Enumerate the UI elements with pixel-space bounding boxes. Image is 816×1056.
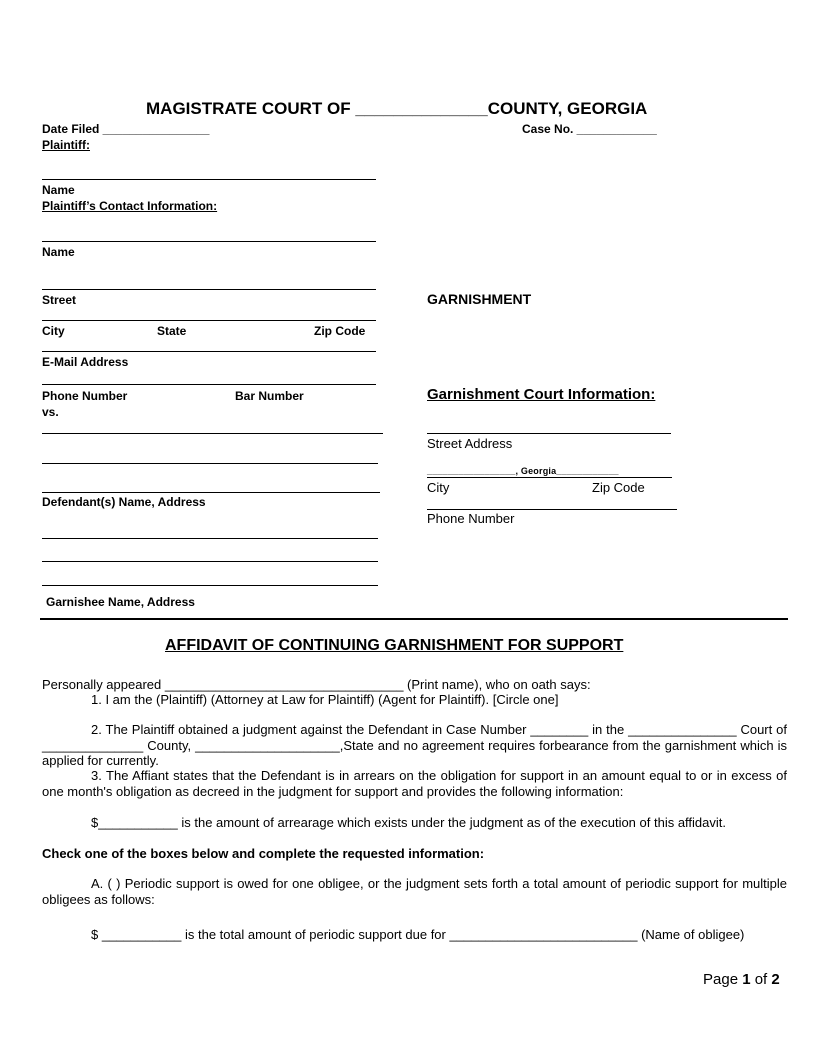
vs-label: vs. (42, 405, 59, 419)
garnishee-line-3[interactable] (42, 585, 378, 586)
case-number-field[interactable]: Case No. ____________ (522, 122, 657, 136)
court-title: MAGISTRATE COURT OF ______________COUNTY, GEORGIA (146, 99, 648, 118)
defendant-label: Defendant(s) Name, Address (42, 495, 206, 509)
city-line[interactable] (42, 320, 376, 321)
date-filed-field[interactable]: Date Filed ________________ (42, 122, 210, 136)
option-a[interactable] (42, 876, 787, 907)
street-label: Street (42, 293, 77, 307)
bar-number-label: Bar Number (235, 389, 304, 403)
page-indicator (703, 971, 780, 988)
plaintiff-name-label: Name (42, 183, 75, 197)
street-line[interactable] (42, 289, 376, 290)
plaintiff-label: Plaintiff: (42, 138, 90, 152)
total-periodic-support-text[interactable]: $ ___________ is the total amount of periodic support due for __________________________ (Name of obligee) (91, 927, 745, 942)
city-label: City (42, 324, 65, 338)
affidavit-title: AFFIDAVIT OF CONTINUING GARNISHMENT FOR SUPPORT (165, 637, 624, 654)
paragraph-2-text: 2. The Plaintiff obtained a judgment against the Defendant in Case Number ________ in the _______________ Court of ______________ County, ____________________,State and no agreement requires forbearance from the garnishment which is applied for currently. (42, 722, 787, 768)
court-zip-label: Zip Code (592, 480, 645, 495)
page-number: 1 (742, 971, 751, 988)
court-phone-label: Phone Number (427, 511, 515, 526)
paragraph-1[interactable]: 1. I am the (Plaintiff) (Attorney at Law for Plaintiff) (Agent for Plaintiff). [Circle one] (91, 692, 559, 707)
court-street-line[interactable] (427, 433, 671, 434)
street-address-label: Street Address (427, 436, 513, 451)
defendant-line-3[interactable] (42, 492, 380, 493)
garnishment-heading: GARNISHMENT (427, 291, 532, 307)
garnishee-line-1[interactable] (42, 538, 378, 539)
paragraph-3-text: 3. The Affiant states that the Defendant is in arrears on the obligation for support in an amount equal to or in excess of one month's obligation as decreed in the judgment for support and provides the following information: (42, 768, 787, 799)
check-instruction: Check one of the boxes below and complete the requested information: (42, 846, 485, 861)
email-label: E-Mail Address (42, 355, 129, 369)
phone-number-label: Phone Number (42, 389, 128, 403)
contact-name-label: Name (42, 245, 75, 259)
garnishee-line-2[interactable] (42, 561, 378, 562)
option-a-text: A. ( ) Periodic support is owed for one obligee, or the judgment sets forth a total amount of periodic support for multiple obligees as follows: (42, 876, 787, 907)
paragraph-3 (42, 768, 787, 799)
page-total: 2 (771, 971, 780, 988)
city-georgia-line[interactable]: _________________, Georgia____________ (427, 466, 619, 476)
section-divider (40, 618, 788, 620)
court-info-heading: Garnishment Court Information: (427, 386, 656, 403)
phone-line[interactable] (42, 384, 376, 385)
state-label: State (157, 324, 187, 338)
email-line[interactable] (42, 351, 376, 352)
page-prefix: Page (703, 971, 743, 988)
plaintiff-name-line[interactable] (42, 179, 376, 180)
court-city-line[interactable] (427, 477, 672, 478)
arrearage-amount-text[interactable]: $___________ is the amount of arrearage which exists under the judgment as of the execution of this affidavit. (91, 815, 727, 830)
defendant-line-1[interactable] (42, 433, 383, 434)
court-city-label: City (427, 480, 450, 495)
court-phone-line[interactable] (427, 509, 677, 510)
defendant-line-2[interactable] (42, 463, 378, 464)
contact-info-label: Plaintiff’s Contact Information: (42, 199, 218, 213)
personally-appeared-text[interactable]: Personally appeared _________________________________ (Print name), who on oath says: (42, 677, 591, 692)
paragraph-2[interactable] (42, 722, 787, 769)
contact-name-line[interactable] (42, 241, 376, 242)
garnishee-label: Garnishee Name, Address (46, 595, 195, 609)
page-of: of (750, 971, 772, 988)
zip-code-label: Zip Code (314, 324, 366, 338)
